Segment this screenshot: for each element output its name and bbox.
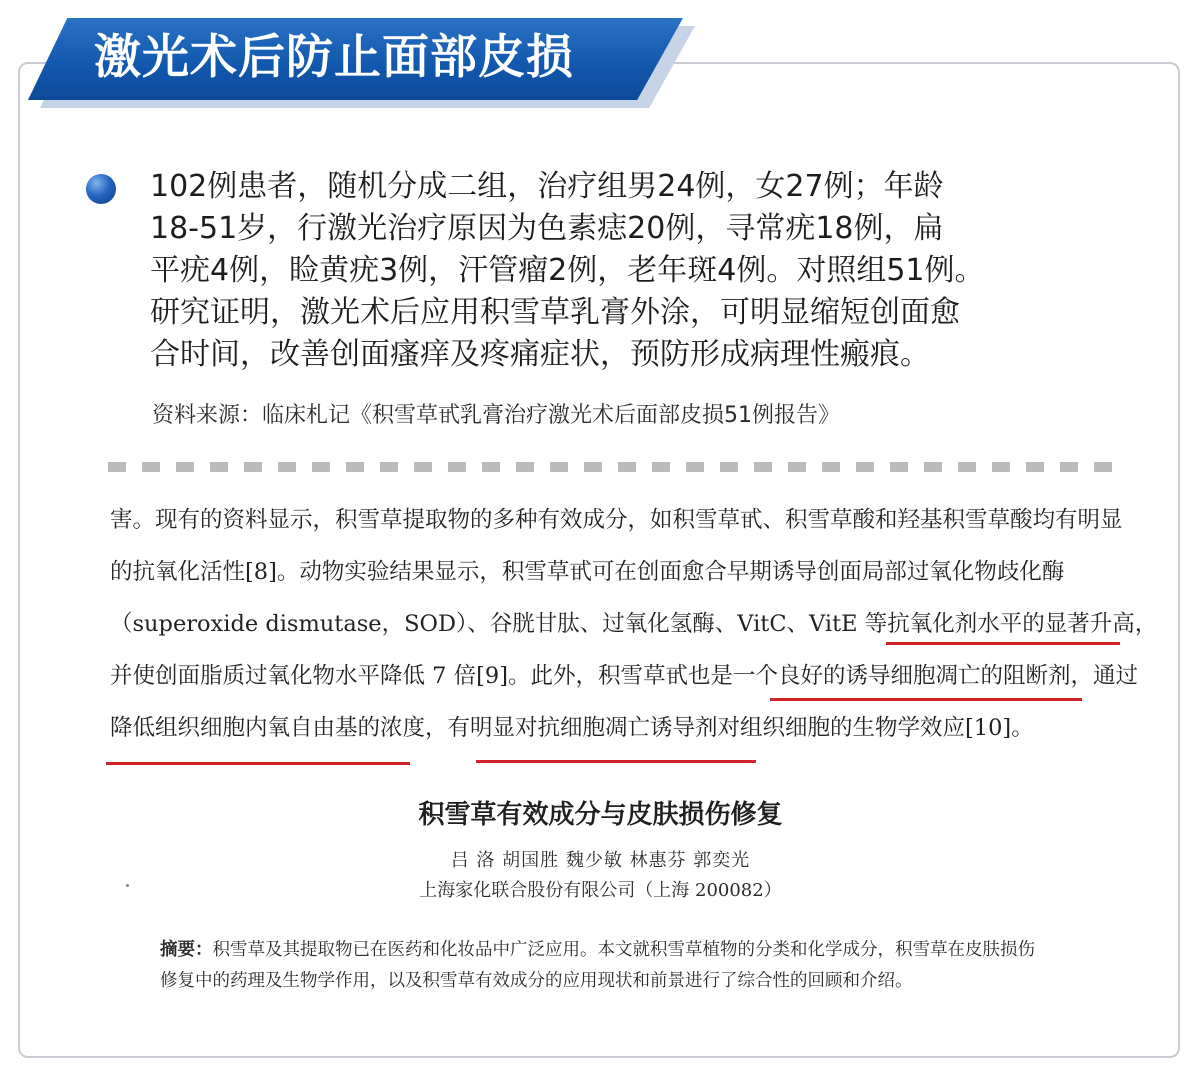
summary-line: 合时间，改善创面瘙痒及疼痛症状，预防形成病理性瘢痕。 (150, 337, 930, 372)
abstract-text: 积雪草及其提取物已在医药和化妆品中广泛应用。本文就积雪草植物的分类和化学成分，积雪草在皮肤损伤修复中的药理及生物学作用，以及积雪草有效成分的应用现状和前景进行了综合性的回顾和介绍。 (160, 940, 1035, 991)
summary-line: 平疣4例，睑黄疣3例，汗管瘤2例，老年斑4例。对照组51例。 (150, 253, 985, 288)
summary-text (150, 166, 1110, 376)
abstract-label: 摘要： (160, 940, 213, 960)
paper-title: 积雪草有效成分与皮肤损伤修复 (418, 800, 783, 830)
paper-authors: 吕 洛 胡国胜 魏少敏 林惠芬 郭奕光 (450, 850, 751, 871)
red-underline (106, 762, 410, 765)
bullet-icon (86, 174, 116, 204)
page-title: 激光术后防止面部皮损 (94, 30, 574, 85)
red-underline (476, 760, 756, 763)
red-underline (886, 642, 1120, 645)
excerpt-line: 害。现有的资料显示，积雪草提取物的多种有效成分，如积雪草甙、积雪草酸和羟基积雪草酸均有明显 (110, 507, 1123, 533)
paper-affiliation: 上海家化联合股份有限公司（上海 200082） (419, 880, 782, 901)
summary-line: 102例患者，随机分成二组，治疗组男24例，女27例；年龄 (150, 169, 944, 204)
scan-speck (126, 884, 129, 887)
red-underline (770, 698, 1082, 701)
summary-line: 18-51岁，行激光治疗原因为色素痣20例，寻常疣18例，扁 (150, 211, 944, 246)
summary-line: 研究证明，激光术后应用积雪草乳膏外涂，可明显缩短创面愈 (150, 295, 960, 330)
scan-cut-edge (108, 462, 1118, 472)
excerpt-line: 的抗氧化活性[8]。动物实验结果显示，积雪草甙可在创面愈合早期诱导创面局部过氧化物歧化酶 (110, 559, 1065, 585)
paper-abstract (160, 935, 1050, 997)
source-citation: 资料来源：临床札记《积雪草甙乳膏治疗激光术后面部皮损51例报告》 (152, 403, 840, 428)
paper-excerpt (110, 494, 1158, 754)
excerpt-line: （superoxide dismutase，SOD）、谷胱甘肽、过氧化氢酶、VitC、VitE 等抗氧化剂水平的显著升高， (110, 611, 1158, 637)
excerpt-line: 并使创面脂质过氧化物水平降低 7 倍[9]。此外，积雪草甙也是一个良好的诱导细胞凋亡的阻断剂，通过 (110, 663, 1138, 689)
excerpt-line: 降低组织细胞内氧自由基的浓度，有明显对抗细胞凋亡诱导剂对组织细胞的生物学效应[10]。 (110, 715, 1034, 741)
